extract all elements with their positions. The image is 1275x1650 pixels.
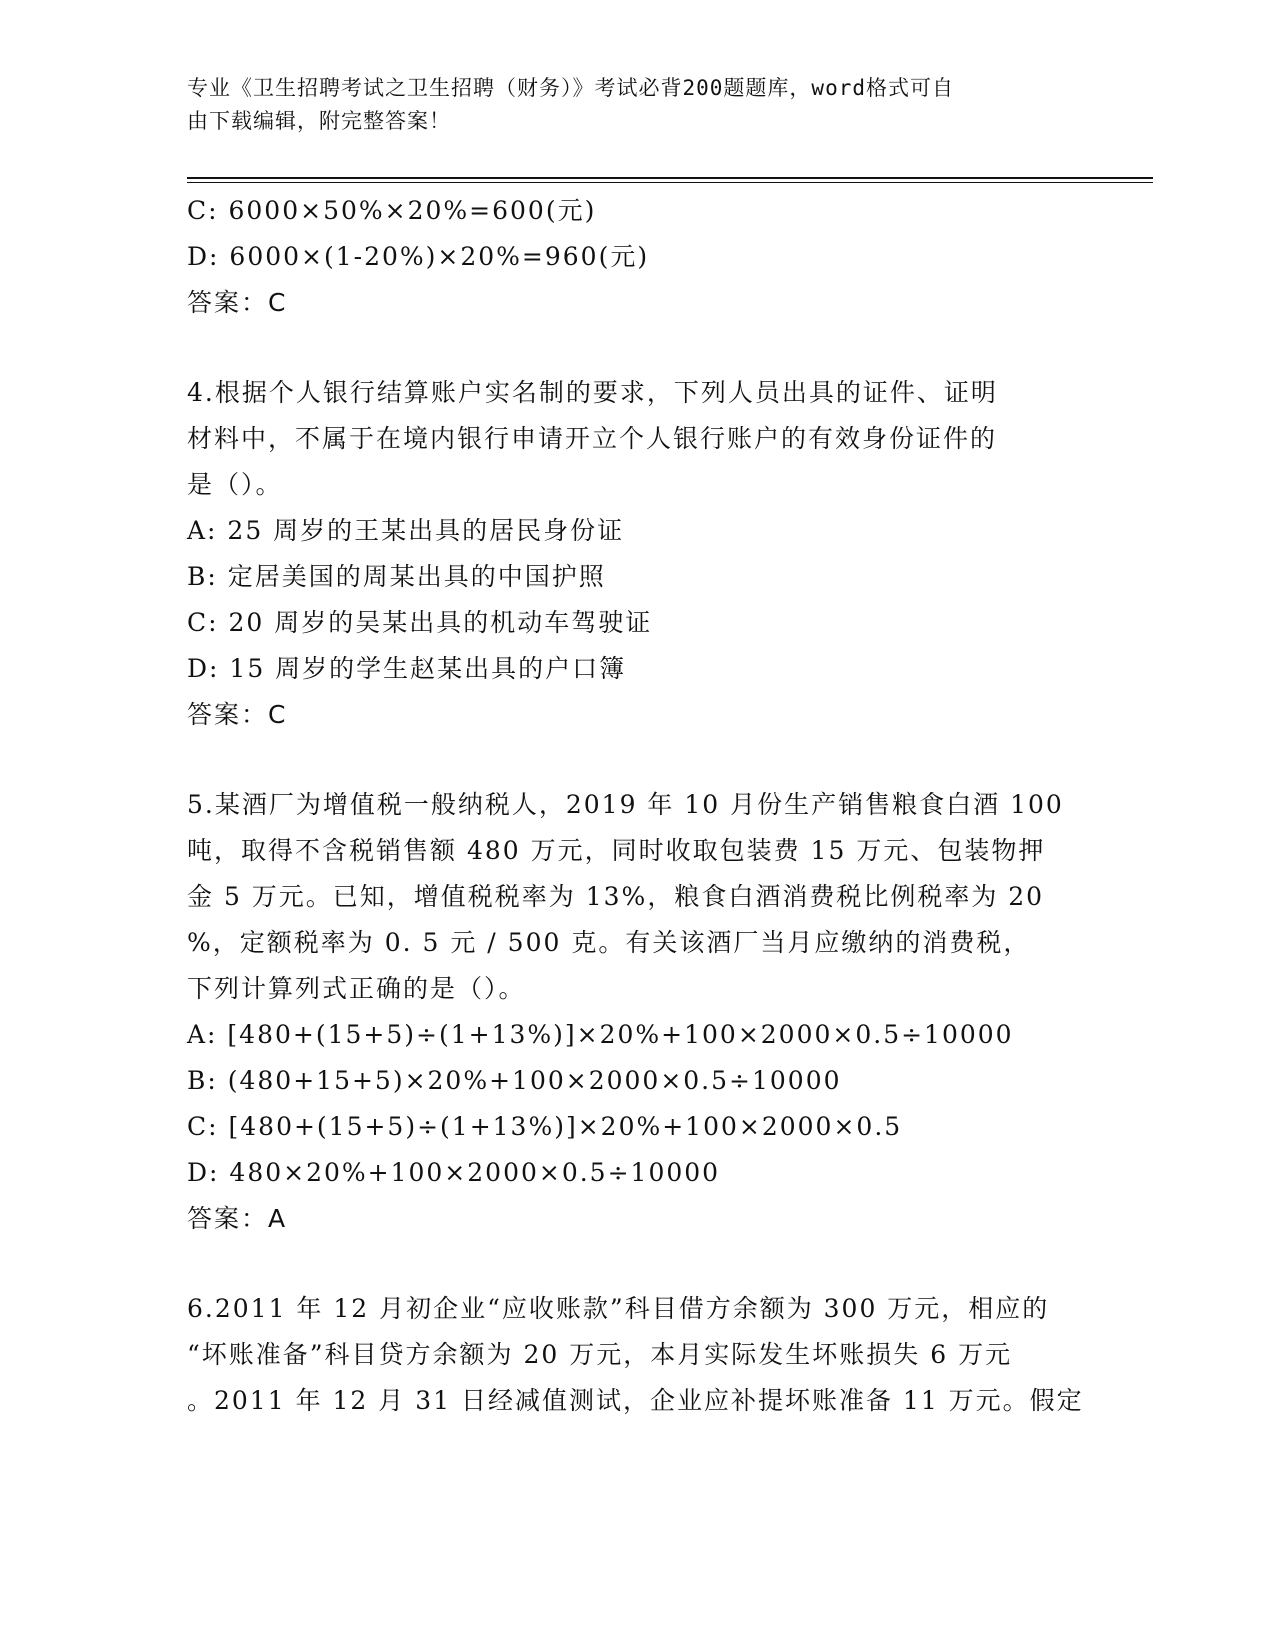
question-stem-line: 材料中，不属于在境内银行申请开立个人银行账户的有效身份证件的 bbox=[187, 424, 998, 453]
option-a: A: [480+(15+5)÷(1+13%)]×20%+100×2000×0.5÷10000 bbox=[187, 1020, 1014, 1049]
option-c: C: 20 周岁的吴某出具的机动车驾驶证 bbox=[187, 608, 653, 637]
option-d: D: 480×20%+100×2000×0.5÷10000 bbox=[187, 1158, 721, 1187]
spacer bbox=[187, 326, 1087, 370]
header-rule-thick bbox=[187, 177, 1153, 179]
header-line: 专业《卫生招聘考试之卫生招聘（财务）》考试必背200题题库，word格式可自 bbox=[187, 76, 954, 100]
question-stem-line: 下列计算列式正确的是（）。 bbox=[187, 974, 526, 1003]
option-d: D: 6000×(1-20%)×20%=960(元) bbox=[187, 242, 650, 271]
answer-line: 答案：C bbox=[187, 288, 288, 317]
header-rule-thin bbox=[187, 182, 1153, 183]
question-stem-line: %，定额税率为 0. 5 元 / 500 克。有关该酒厂当月应缴纳的消费税， bbox=[187, 928, 1031, 957]
page-header bbox=[187, 72, 1067, 138]
option-c: C: 6000×50%×20%=600(元) bbox=[187, 196, 597, 225]
question-3-tail bbox=[187, 188, 1087, 326]
question-stem-line: 6.2011 年 12 月初企业“应收账款”科目借方余额为 300 万元，相应的 bbox=[187, 1294, 1050, 1323]
question-stem-line: 。2011 年 12 月 31 日经减值测试，企业应补提坏账准备 11 万元。假定 bbox=[187, 1386, 1084, 1415]
question-5 bbox=[187, 782, 1087, 1242]
question-stem-line: 5.某酒厂为增值税一般纳税人，2019 年 10 月份生产销售粮食白酒 100 bbox=[187, 790, 1064, 819]
question-stem-line: 吨，取得不含税销售额 480 万元，同时收取包装费 15 万元、包装物押 bbox=[187, 836, 1046, 865]
document-body bbox=[187, 188, 1087, 1424]
option-a: A: 25 周岁的王某出具的居民身份证 bbox=[187, 516, 625, 545]
header-line: 由下载编辑，附完整答案！ bbox=[187, 109, 451, 133]
question-stem-line: “坏账准备”科目贷方余额为 20 万元，本月实际发生坏账损失 6 万元 bbox=[187, 1340, 1013, 1369]
answer-line: 答案：C bbox=[187, 700, 288, 729]
question-6 bbox=[187, 1286, 1087, 1424]
option-b: B: (480+15+5)×20%+100×2000×0.5÷10000 bbox=[187, 1066, 842, 1095]
answer-line: 答案：A bbox=[187, 1204, 288, 1233]
option-c: C: [480+(15+5)÷(1+13%)]×20%+100×2000×0.5 bbox=[187, 1112, 903, 1141]
option-b: B: 定居美国的周某出具的中国护照 bbox=[187, 562, 606, 591]
question-stem-line: 4.根据个人银行结算账户实名制的要求，下列人员出具的证件、证明 bbox=[187, 378, 998, 407]
question-stem-line: 金 5 万元。已知，增值税税率为 13%，粮食白酒消费税比例税率为 20 bbox=[187, 882, 1045, 911]
spacer bbox=[187, 1242, 1087, 1286]
option-d: D: 15 周岁的学生赵某出具的户口簿 bbox=[187, 654, 627, 683]
spacer bbox=[187, 738, 1087, 782]
question-stem-line: 是（）。 bbox=[187, 470, 283, 499]
question-4 bbox=[187, 370, 1087, 738]
